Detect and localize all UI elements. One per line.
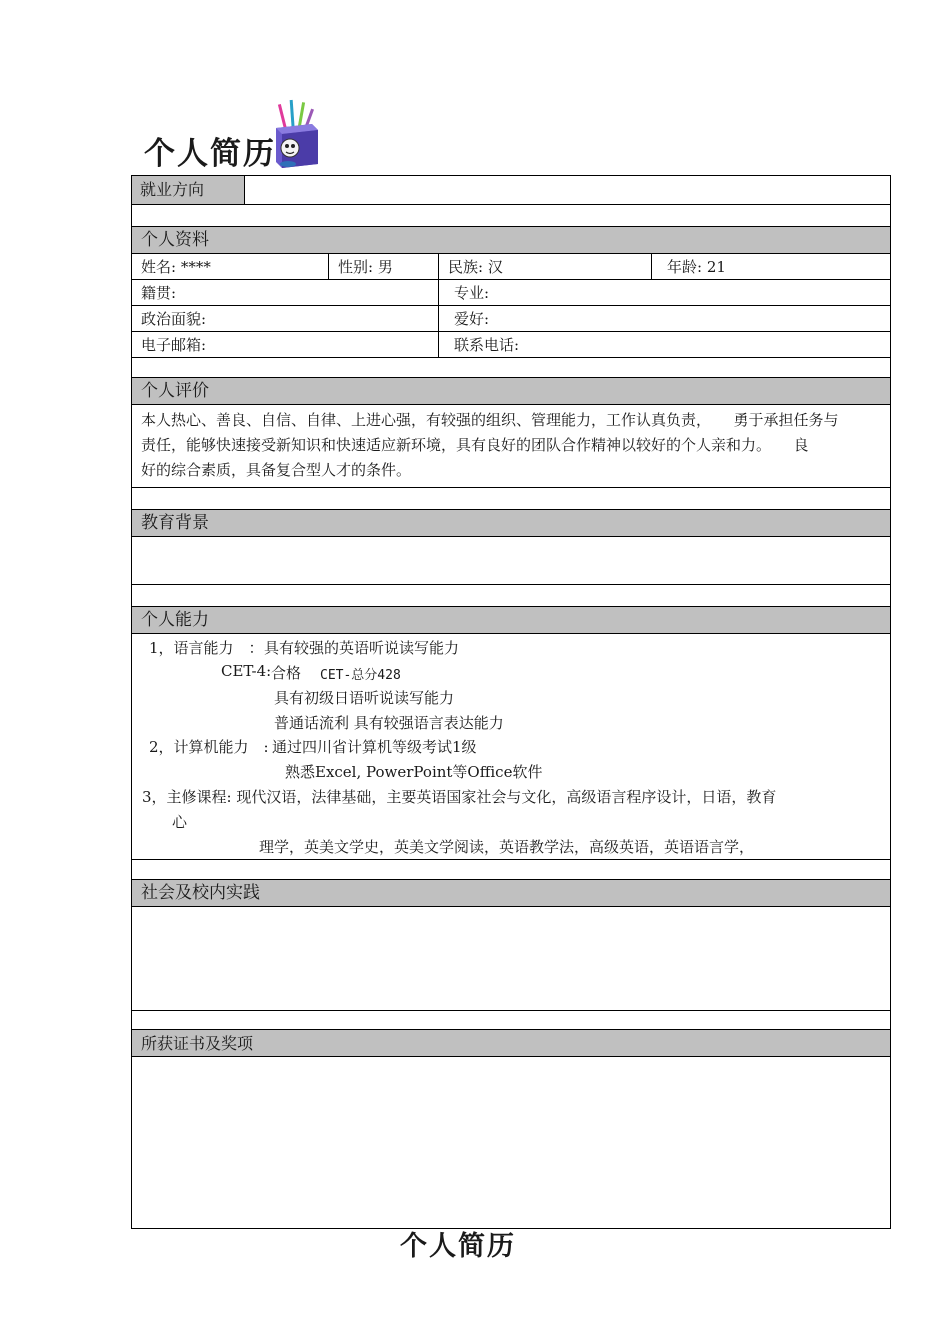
evaluation-text — [132, 405, 890, 488]
personal-row-2 — [132, 280, 890, 306]
cet-score: CET-总分428 — [320, 668, 401, 683]
hometown-field: 籍贯: — [132, 280, 439, 305]
evaluation-line: 责任，能够快速接受新知识和快速适应新环境，具有良好的团队合作精神以较好的个人亲和力。 良 — [141, 436, 809, 454]
career-label: 就业方向 — [132, 176, 245, 204]
practice-content — [132, 907, 890, 1011]
practice-section-header: 社会及校内实践 — [132, 880, 890, 907]
evaluation-line: 本人热心、善良、自信、自律、上进心强，有较强的组织、管理能力，工作认真负责， 勇于承担任务与 — [141, 411, 839, 429]
ethnicity-field: 民族: 汉 — [439, 254, 652, 279]
computer-label: 2，计算机能力 : — [149, 738, 269, 756]
japanese-ability: 具有初级日语听说读写能力 — [274, 689, 455, 707]
cet-label: CET-4: — [221, 662, 272, 680]
gender-field: 性别: 男 — [329, 254, 439, 279]
courses-line-2: 理学，英美文学史，英美文学阅读，英语教学法，高级英语，英语语言学， — [259, 838, 755, 856]
language-desc: 具有较强的英语听说读写能力 — [264, 639, 460, 657]
age-text: 年龄: 21 — [667, 258, 726, 276]
personal-row-3 — [132, 306, 890, 332]
ability-content — [132, 634, 890, 860]
spacer-row — [132, 488, 890, 510]
evaluation-section-header: 个人评价 — [132, 378, 890, 405]
page-title: 个人简历 — [144, 136, 276, 172]
language-label: 1，语言能力 ： — [149, 639, 264, 657]
spacer-row — [132, 1011, 890, 1030]
footer-title: 个人简历 — [400, 1231, 516, 1262]
spacer-row — [132, 205, 890, 227]
spacer-row — [132, 358, 890, 378]
personal-section-header: 个人资料 — [132, 227, 890, 254]
personal-row-4 — [132, 332, 890, 358]
spacer-row — [132, 585, 890, 607]
courses-line-1: 3，主修课程: 现代汉语，法律基础，主要英语国家社会与文化，高级语言程序设计，日语，教育 — [142, 788, 777, 806]
courses-wrap: 心 — [172, 813, 188, 831]
personal-row-1 — [132, 254, 890, 280]
awards-content — [132, 1057, 890, 1228]
career-row — [132, 176, 890, 205]
education-content — [132, 537, 890, 585]
mandarin-ability: 普通话流利 具有较强语言表达能力 — [274, 714, 504, 732]
hobby-field: 爱好: — [454, 310, 490, 328]
resume-table — [131, 175, 891, 1229]
major-field: 专业: — [454, 284, 490, 302]
computer-desc: 通过四川省计算机等级考试1级 — [272, 738, 477, 756]
evaluation-line: 好的综合素质，具备复合型人才的条件。 — [141, 461, 412, 479]
career-value — [245, 176, 890, 204]
email-field: 电子邮箱: — [132, 332, 439, 357]
office-skill: 熟悉Excel, PowerPoint等Office软件 — [285, 763, 543, 781]
cet-value: 合格 — [271, 664, 302, 682]
phone-field: 联系电话: — [454, 336, 520, 354]
education-section-header: 教育背景 — [132, 510, 890, 537]
pen-holder-icon — [268, 98, 324, 170]
awards-section-header: 所获证书及奖项 — [132, 1030, 890, 1057]
political-field: 政治面貌: — [132, 306, 439, 331]
ability-section-header: 个人能力 — [132, 607, 890, 634]
spacer-row — [132, 860, 890, 880]
name-field: 姓名: **** — [132, 254, 329, 279]
age-field — [652, 254, 890, 279]
